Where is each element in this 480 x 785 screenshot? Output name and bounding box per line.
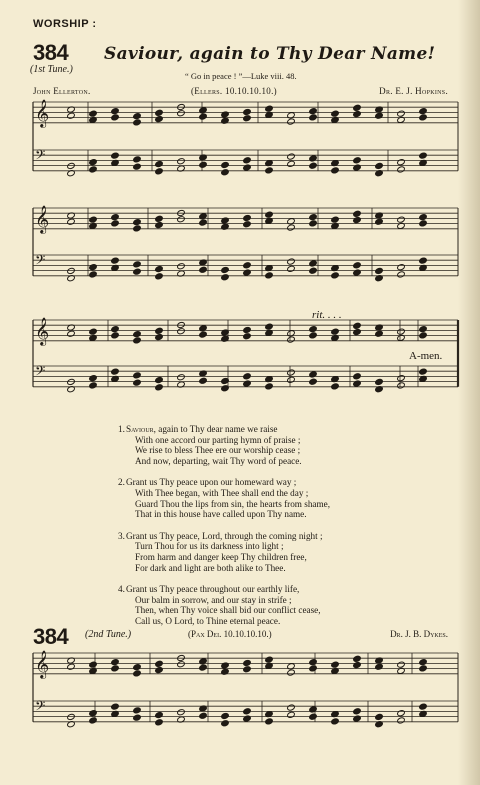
note-head (133, 379, 141, 386)
note-head (155, 719, 163, 726)
note-head (331, 383, 339, 390)
note-head (221, 169, 229, 176)
note-head (221, 662, 229, 669)
note-head (199, 377, 207, 384)
note-head (155, 221, 163, 228)
note-head (155, 666, 163, 673)
note-head (243, 326, 251, 333)
composer-credit-2: Dr. J. B. Dykes. (390, 629, 448, 639)
verse-line: Our balm in sorrow, and our stay in strife ; (135, 594, 292, 605)
note-head (375, 267, 383, 274)
note-head (111, 665, 119, 672)
verse-line: Grant us Thy peace upon our homeward way ; (126, 477, 297, 488)
note-head (199, 219, 207, 226)
note-head (199, 161, 207, 168)
verse-line: Call us, O Lord, to Thine eternal peace. (135, 615, 281, 626)
note-head (397, 710, 405, 717)
note-head (287, 153, 295, 160)
verse-line: With Thee began, with Thee shall end the day ; (135, 487, 309, 498)
note-head (89, 328, 97, 335)
note-head (111, 257, 119, 264)
verse-line: Turn Thou for us its darkness into light ; (135, 541, 284, 552)
note-head (133, 331, 141, 338)
note-head (155, 115, 163, 122)
note-head (397, 159, 405, 166)
note-head (243, 221, 251, 228)
note-head (67, 218, 75, 225)
note-head (133, 261, 141, 268)
note-head (199, 331, 207, 338)
note-head (67, 112, 75, 119)
note-head (243, 108, 251, 115)
note-head (243, 380, 251, 387)
note-head (309, 332, 317, 339)
note-head (309, 267, 317, 274)
note-head (375, 162, 383, 169)
note-head (89, 271, 97, 278)
note-head (397, 382, 405, 389)
note-head (397, 110, 405, 117)
note-head (111, 152, 119, 159)
note-head (353, 380, 361, 387)
note-head (89, 382, 97, 389)
note-head (309, 155, 317, 162)
note-head (133, 714, 141, 721)
note-head (199, 113, 207, 120)
note-head (111, 332, 119, 339)
note-head (309, 713, 317, 720)
note-head (419, 257, 427, 264)
note-head (331, 272, 339, 279)
note-head (265, 105, 273, 112)
verse-number: 3. (118, 530, 125, 541)
section-heading: WORSHIP : (33, 18, 97, 30)
bass-clef-icon: 𝄢 (35, 363, 46, 382)
bass-clef-icon: 𝄢 (35, 147, 46, 166)
note-head (243, 333, 251, 340)
note-head (419, 220, 427, 227)
note-head (375, 713, 383, 720)
note-head (331, 328, 339, 335)
note-head (199, 266, 207, 273)
note-head (331, 110, 339, 117)
note-head (89, 110, 97, 117)
note-head (199, 213, 207, 220)
note-head (133, 268, 141, 275)
note-head (221, 217, 229, 224)
treble-clef-icon: 𝄞 (35, 317, 50, 345)
note-head (133, 225, 141, 232)
note-head (287, 376, 295, 383)
verse-line: For dark and light are both alike to Thee. (135, 562, 286, 573)
note-head (287, 224, 295, 231)
note-head (133, 670, 141, 677)
note-head (397, 216, 405, 223)
note-head (177, 328, 185, 335)
bass-clef-icon: 𝄢 (35, 698, 46, 717)
note-head (353, 373, 361, 380)
note-head (331, 216, 339, 223)
tune-credit-2: (Pax Dei. 10.10.10.10.) (188, 629, 272, 639)
note-head (419, 114, 427, 121)
note-head (331, 167, 339, 174)
hymn-title: Saviour, again to Thy Dear Name! (104, 44, 436, 64)
note-head (419, 665, 427, 672)
verse-line: From harm and danger keep Thy children free, (135, 551, 307, 562)
note-head (243, 373, 251, 380)
note-head (199, 712, 207, 719)
note-head (419, 152, 427, 159)
note-head (89, 717, 97, 724)
treble-clef-icon: 𝄞 (35, 99, 50, 127)
note-head (199, 664, 207, 671)
note-head (67, 663, 75, 670)
verse-line: Grant us Thy peace, Lord, through the coming night ; (126, 530, 323, 541)
note-head (287, 669, 295, 676)
note-head (353, 110, 361, 117)
amen-label: A-men. (409, 350, 443, 362)
note-head (133, 664, 141, 671)
note-head (155, 265, 163, 272)
note-head (331, 661, 339, 668)
note-head (155, 384, 163, 391)
tune-note-2: (2nd Tune.) (85, 629, 132, 640)
verse-line: With one accord our parting hymn of praise ; (135, 434, 301, 445)
note-head (111, 703, 119, 710)
note-head (309, 114, 317, 121)
note-head (419, 214, 427, 221)
note-head (177, 158, 185, 165)
note-head (397, 271, 405, 278)
note-head (287, 369, 295, 376)
note-head (309, 108, 317, 115)
note-head (353, 157, 361, 164)
note-head (243, 708, 251, 715)
note-head (353, 715, 361, 722)
note-head (265, 167, 273, 174)
note-head (287, 711, 295, 718)
note-head (177, 110, 185, 117)
verse-first-word: Saviour, (126, 424, 156, 434)
note-head (155, 327, 163, 334)
note-head (353, 655, 361, 662)
note-head (265, 383, 273, 390)
note-head (221, 712, 229, 719)
note-head (287, 265, 295, 272)
note-head (353, 216, 361, 223)
note-head (155, 376, 163, 383)
note-head (177, 216, 185, 223)
note-head (155, 711, 163, 718)
verses (118, 424, 426, 638)
note-head (353, 104, 361, 111)
note-head (397, 717, 405, 724)
note-head (353, 328, 361, 335)
note-head (177, 374, 185, 381)
note-head (221, 266, 229, 273)
author-credit: John Ellerton. (33, 86, 91, 96)
note-head (221, 117, 229, 124)
note-head (309, 220, 317, 227)
note-head (133, 219, 141, 226)
note-head (287, 118, 295, 125)
note-head (243, 715, 251, 722)
note-head (287, 336, 295, 343)
verse-4 (118, 584, 426, 626)
note-head (155, 215, 163, 222)
note-head (265, 656, 273, 663)
note-head (243, 164, 251, 171)
note-head (155, 160, 163, 167)
verse-number: 4. (118, 584, 125, 595)
note-head (265, 718, 273, 725)
note-head (243, 269, 251, 276)
verse-line: And now, departing, wait Thy word of peace. (135, 455, 302, 466)
ritardando-marking: rit. . . . (312, 309, 342, 321)
tune-credit: (Ellers. 10.10.10.10.) (191, 86, 277, 96)
verse-line: Grant us Thy peace throughout our earthly life, (126, 584, 300, 595)
note-head (375, 663, 383, 670)
note-head (309, 706, 317, 713)
note-head (111, 108, 119, 115)
verse-line: We rise to bless Thee ere our worship cease ; (135, 445, 301, 456)
treble-clef-icon: 𝄞 (35, 205, 50, 233)
note-head (221, 668, 229, 675)
note-head (155, 333, 163, 340)
note-head (375, 330, 383, 337)
note-head (111, 220, 119, 227)
note-head (375, 218, 383, 225)
note-head (353, 262, 361, 269)
tune-note: (1st Tune.) (30, 64, 73, 75)
note-head (397, 328, 405, 335)
note-head (221, 720, 229, 727)
note-head (353, 322, 361, 329)
note-head (309, 659, 317, 666)
note-head (89, 166, 97, 173)
verse-2 (118, 477, 426, 520)
note-head (353, 661, 361, 668)
note-head (221, 111, 229, 118)
note-head (331, 718, 339, 725)
note-head (133, 119, 141, 126)
note-head (221, 335, 229, 342)
note-head (309, 162, 317, 169)
note-head (265, 323, 273, 330)
note-head (375, 112, 383, 119)
note-head (419, 659, 427, 666)
note-head (309, 260, 317, 267)
note-head (287, 258, 295, 265)
note-head (221, 223, 229, 230)
hymn-number: 384 (33, 40, 69, 65)
note-head (155, 273, 163, 280)
note-head (177, 263, 185, 270)
note-head (221, 274, 229, 281)
note-head (111, 659, 119, 666)
verse-3 (118, 530, 426, 573)
note-head (419, 703, 427, 710)
note-head (243, 115, 251, 122)
note-head (243, 214, 251, 221)
note-head (309, 665, 317, 672)
note-head (221, 161, 229, 168)
note-head (397, 166, 405, 173)
note-head (199, 107, 207, 114)
note-head (397, 264, 405, 271)
note-head (419, 368, 427, 375)
note-head (243, 666, 251, 673)
verse-1 (118, 424, 426, 466)
note-head (309, 371, 317, 378)
note-head (89, 264, 97, 271)
note-head (111, 368, 119, 375)
verse-line: Saviour, again to Thy dear name we raise (126, 424, 278, 434)
note-head (155, 168, 163, 175)
note-head (309, 326, 317, 333)
note-head (221, 385, 229, 392)
note-head (419, 332, 427, 339)
note-head (419, 108, 427, 115)
note-head (111, 214, 119, 221)
note-head (133, 163, 141, 170)
verse-number: 2. (118, 477, 125, 488)
note-head (111, 114, 119, 121)
note-head (133, 337, 141, 344)
note-head (353, 210, 361, 217)
note-head (353, 708, 361, 715)
note-head (133, 707, 141, 714)
note-head (89, 159, 97, 166)
note-head (243, 157, 251, 164)
note-head (67, 330, 75, 337)
note-head (133, 156, 141, 163)
note-head (199, 658, 207, 665)
note-head (89, 375, 97, 382)
note-head (133, 113, 141, 120)
note-head (309, 214, 317, 221)
note-head (243, 262, 251, 269)
treble-clef-icon: 𝄞 (35, 650, 50, 678)
note-head (133, 372, 141, 379)
note-head (89, 661, 97, 668)
note-head (177, 661, 185, 668)
note-head (375, 378, 383, 385)
verse-line: Guard Thou the lips from sin, the hearts from shame, (135, 498, 331, 509)
note-head (243, 659, 251, 666)
note-head (89, 216, 97, 223)
note-head (309, 378, 317, 385)
note-head (353, 164, 361, 171)
note-head (177, 709, 185, 716)
verse-line: Then, when Thy voice shall bid our conflict cease, (135, 605, 321, 616)
bass-clef-icon: 𝄢 (35, 252, 46, 271)
verse-number: 1. (118, 424, 125, 434)
note-head (353, 269, 361, 276)
composer-credit: Dr. E. J. Hopkins. (379, 86, 448, 96)
note-head (155, 660, 163, 667)
note-head (155, 109, 163, 116)
note-head (265, 211, 273, 218)
note-head (397, 661, 405, 668)
note-head (287, 704, 295, 711)
note-head (419, 326, 427, 333)
note-head (397, 375, 405, 382)
note-head (111, 326, 119, 333)
verse-line: That in this house have called upon Thy name. (135, 509, 307, 520)
note-head (199, 325, 207, 332)
note-head (89, 710, 97, 717)
note-head (265, 272, 273, 279)
scripture-reference: “ Go in peace ! ”—Luke viii. 48. (185, 71, 297, 81)
hymn-number-2: 384 (33, 624, 69, 649)
note-head (287, 160, 295, 167)
